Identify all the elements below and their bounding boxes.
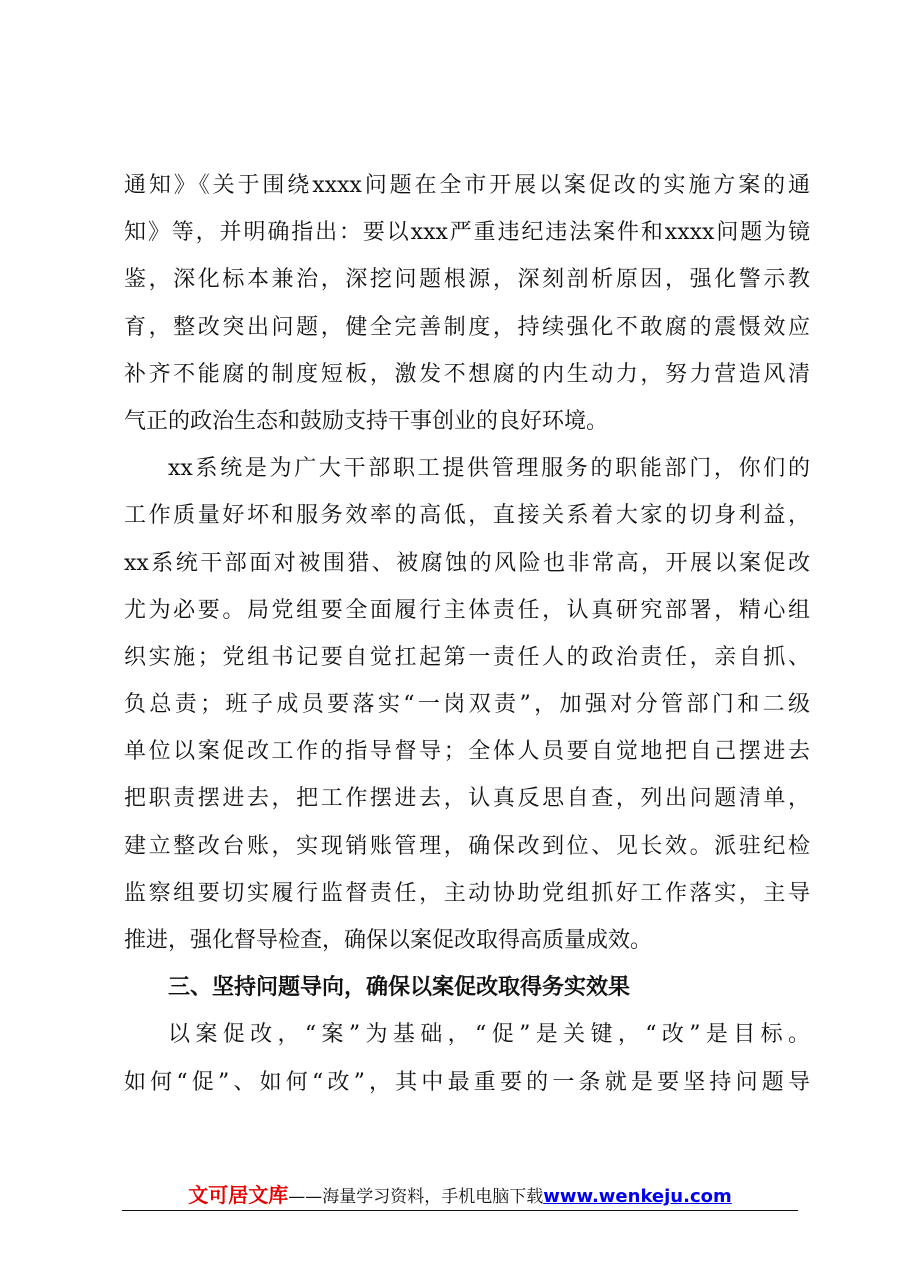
section-heading: 三、坚持问题导向，确保以案促改取得务实效果: [168, 975, 631, 1001]
text-line: 把职责摆进去，把工作摆进去，认真反思自查，列出问题清单，: [124, 786, 810, 812]
text-line: 知》等，并明确指出：要以xxx严重违纪违法案件和xxxx问题为镜: [124, 220, 810, 246]
text-line: 尤为必要。局党组要全面履行主体责任，认真研究部署，精心组: [124, 597, 810, 623]
text-line: 鉴，深化标本兼治，深挖问题根源，深刻剖析原因，强化警示教: [124, 267, 810, 293]
text-line: xx系统干部面对被围猎、被腐蚀的风险也非常高，开展以案促改: [124, 550, 810, 576]
text-line: 育，整改突出问题，健全完善制度，持续强化不敢腐的震慑效应: [124, 314, 810, 340]
paragraph-2: [124, 445, 810, 964]
text-line: xx系统是为广大干部职工提供管理服务的职能部门，你们的: [168, 456, 810, 482]
text-line: 如何“促”、如何“改”，其中最重要的一条就是要坚持问题导: [124, 1069, 810, 1095]
page-footer: [122, 1180, 798, 1210]
text-line: 推进，强化督导检查，确保以案促改取得高质量成效。: [124, 928, 653, 953]
paragraph-1: [124, 162, 810, 445]
text-line: 监察组要切实履行监督责任，主动协助党组抓好工作落实，主导: [124, 880, 810, 906]
text-line: 单位以案促改工作的指导督导；全体人员要自觉地把自己摆进去: [124, 739, 810, 765]
text-line: 建立整改台账，实现销账管理，确保改到位、见长效。派驻纪检: [124, 833, 810, 859]
footer-tagline: ——海量学习资料，手机电脑下载: [288, 1187, 544, 1207]
text-line: 织实施；党组书记要自觉扛起第一责任人的政治责任，亲自抓、: [124, 644, 810, 670]
text-line: 以案促改，“案”为基础，“促”是关键，“改”是目标。: [168, 1022, 810, 1048]
text-line: 气正的政治生态和鼓励支持干事创业的良好环境。: [124, 408, 609, 434]
text-line: 补齐不能腐的制度短板，激发不想腐的内生动力，努力营造风清: [124, 361, 810, 387]
text-line: 通知》《关于围绕xxxx问题在全市开展以案促改的实施方案的通: [124, 173, 810, 198]
footer-site-link[interactable]: www.wenkeju.com: [543, 1186, 732, 1207]
text-line: 工作质量好坏和服务效率的高低，直接关系着大家的切身利益，: [124, 503, 810, 529]
document-body: [124, 162, 810, 1106]
footer-brand: 文可居文库: [188, 1183, 289, 1207]
footer-divider: [122, 1210, 798, 1211]
text-line: 负总责；班子成员要落实“一岗双责”，加强对分管部门和二级: [124, 692, 810, 718]
paragraph-3: [124, 1011, 810, 1105]
